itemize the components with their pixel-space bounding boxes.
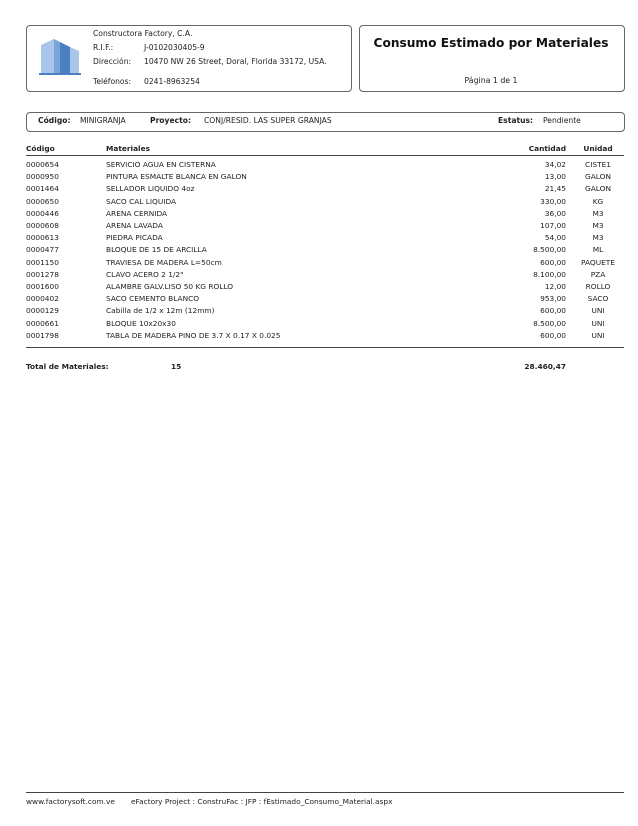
row-code: 0000650 — [26, 196, 59, 206]
table-row — [26, 183, 624, 195]
row-material: SERVICIO AGUA EN CISTERNA — [106, 160, 216, 169]
footer-divider — [26, 792, 624, 793]
footer-website-link[interactable]: www.factorysoft.com.ve — [26, 797, 115, 806]
table-row — [26, 196, 624, 208]
project-code-value: MINIGRANJA — [80, 116, 126, 125]
header-code: Código — [26, 144, 55, 153]
totals-divider — [26, 347, 624, 348]
row-code: 0000613 — [26, 233, 59, 243]
table-row — [26, 159, 624, 171]
row-quantity: 600,00 — [540, 330, 566, 340]
row-material: BLOQUE 10x20x30 — [106, 318, 176, 328]
row-material: CLAVO ACERO 2 1/2" — [106, 269, 184, 279]
row-code: 0000608 — [26, 221, 59, 230]
totals-count: 15 — [171, 362, 182, 371]
row-material: SACO CEMENTO BLANCO — [106, 294, 200, 304]
table-row — [26, 281, 624, 293]
row-code: 0000446 — [26, 208, 59, 218]
header-unit: Unidad — [583, 144, 613, 153]
row-unit: ROLLO — [585, 282, 611, 291]
row-code: 0001150 — [26, 257, 59, 267]
project-name-label: Proyecto: — [150, 116, 192, 125]
row-material: ARENA CERNIDA — [106, 208, 168, 218]
project-code-label: Código: — [38, 116, 71, 125]
row-material: PINTURA ESMALTE BLANCA EN GALON — [106, 172, 247, 182]
row-code: 0000661 — [26, 318, 59, 328]
row-code: 0000402 — [26, 294, 59, 304]
footer-path: eFactory Project : ConstruFac : JFP : fEstimado_Consumo_Material.aspx — [131, 797, 393, 806]
totals-label: Total de Materiales: — [26, 362, 109, 371]
table-row — [26, 244, 624, 256]
row-quantity: 600,00 — [540, 306, 566, 316]
project-status-label: Estatus: — [498, 116, 534, 125]
row-material: Cabilla de 1/2 x 12m (12mm) — [106, 306, 215, 316]
row-material: ALAMBRE GALV.LISO 50 KG ROLLO — [106, 282, 234, 291]
row-unit: UNI — [591, 330, 605, 340]
row-unit: GALON — [585, 184, 611, 194]
table-row — [26, 293, 624, 305]
row-unit: UNI — [591, 306, 605, 316]
row-material: BLOQUE DE 15 DE ARCILLA — [106, 245, 207, 255]
table-row — [26, 257, 624, 269]
table-row — [26, 330, 624, 342]
company-name: Constructora Factory, C.A. — [93, 29, 193, 38]
address-value: 10470 NW 26 Street, Doral, Florida 33172, USA. — [144, 57, 327, 66]
project-status-value: Pendiente — [543, 116, 581, 125]
page-indicator: Página 1 de 1 — [464, 76, 518, 85]
row-code: 0001600 — [26, 282, 59, 291]
row-code: 0000477 — [26, 245, 59, 255]
row-unit: SACO — [587, 294, 609, 304]
table-header — [26, 143, 624, 155]
row-unit: UNI — [591, 318, 605, 328]
header-quantity: Cantidad — [528, 144, 566, 153]
row-quantity: 8.500,00 — [533, 318, 566, 328]
table-row — [26, 208, 624, 220]
phones-value: 0241-8963254 — [144, 77, 200, 86]
row-quantity: 21,45 — [544, 184, 566, 194]
row-unit: PZA — [590, 269, 606, 279]
row-quantity: 54,00 — [544, 233, 566, 243]
row-unit: CISTE1 — [585, 160, 611, 169]
row-code: 0000129 — [26, 306, 59, 316]
row-quantity: 953,00 — [540, 294, 566, 304]
table-row — [26, 232, 624, 244]
header-materials: Materiales — [106, 144, 150, 153]
row-quantity: 12,00 — [544, 282, 566, 291]
row-material: SACO CAL LIQUIDA — [106, 196, 177, 206]
row-unit: PAQUETE — [581, 257, 615, 267]
row-unit: GALON — [585, 172, 611, 182]
table-row — [26, 269, 624, 281]
rif-label: R.I.F.: — [93, 43, 114, 52]
row-material: PIEDRA PICADA — [106, 233, 163, 243]
row-code: 0000950 — [26, 172, 59, 182]
table-row — [26, 171, 624, 183]
report-title: Consumo Estimado por Materiales — [373, 36, 609, 50]
project-name-value: CONJ/RESID. LAS SUPER GRANJAS — [204, 116, 332, 125]
row-quantity: 330,00 — [540, 196, 566, 206]
row-quantity: 13,00 — [544, 172, 566, 182]
row-unit: M3 — [592, 233, 604, 243]
rif-value: J-0102030405-9 — [144, 43, 205, 52]
header-divider — [26, 155, 624, 156]
row-code: 0001278 — [26, 269, 59, 279]
row-quantity: 8.100,00 — [533, 269, 566, 279]
row-quantity: 107,00 — [540, 221, 566, 230]
row-material: TABLA DE MADERA PINO DE 3.7 X 0.17 X 0.025 — [106, 330, 281, 340]
row-code: 0001464 — [26, 184, 59, 194]
row-material: ARENA LAVADA — [106, 221, 163, 230]
row-quantity: 600,00 — [540, 257, 566, 267]
totals-amount: 28.460,47 — [524, 362, 566, 371]
row-unit: ML — [592, 245, 604, 255]
table-row — [26, 220, 624, 232]
address-label: Dirección: — [93, 57, 132, 66]
row-quantity: 8.500,00 — [533, 245, 566, 255]
company-logo-icon — [37, 33, 83, 79]
row-material: TRAVIESA DE MADERA L=50cm — [106, 257, 222, 267]
row-quantity: 36,00 — [544, 208, 566, 218]
phones-label: Teléfonos: — [93, 77, 132, 86]
totals-row — [26, 361, 624, 373]
row-quantity: 34,02 — [544, 160, 566, 169]
row-unit: M3 — [592, 221, 604, 230]
row-unit: M3 — [592, 208, 604, 218]
table-row — [26, 305, 624, 317]
row-code: 0000654 — [26, 160, 59, 169]
row-code: 0001798 — [26, 330, 59, 340]
row-unit: KG — [592, 196, 604, 206]
row-material: SELLADOR LIQUIDO 4oz — [106, 184, 195, 194]
table-row — [26, 318, 624, 330]
